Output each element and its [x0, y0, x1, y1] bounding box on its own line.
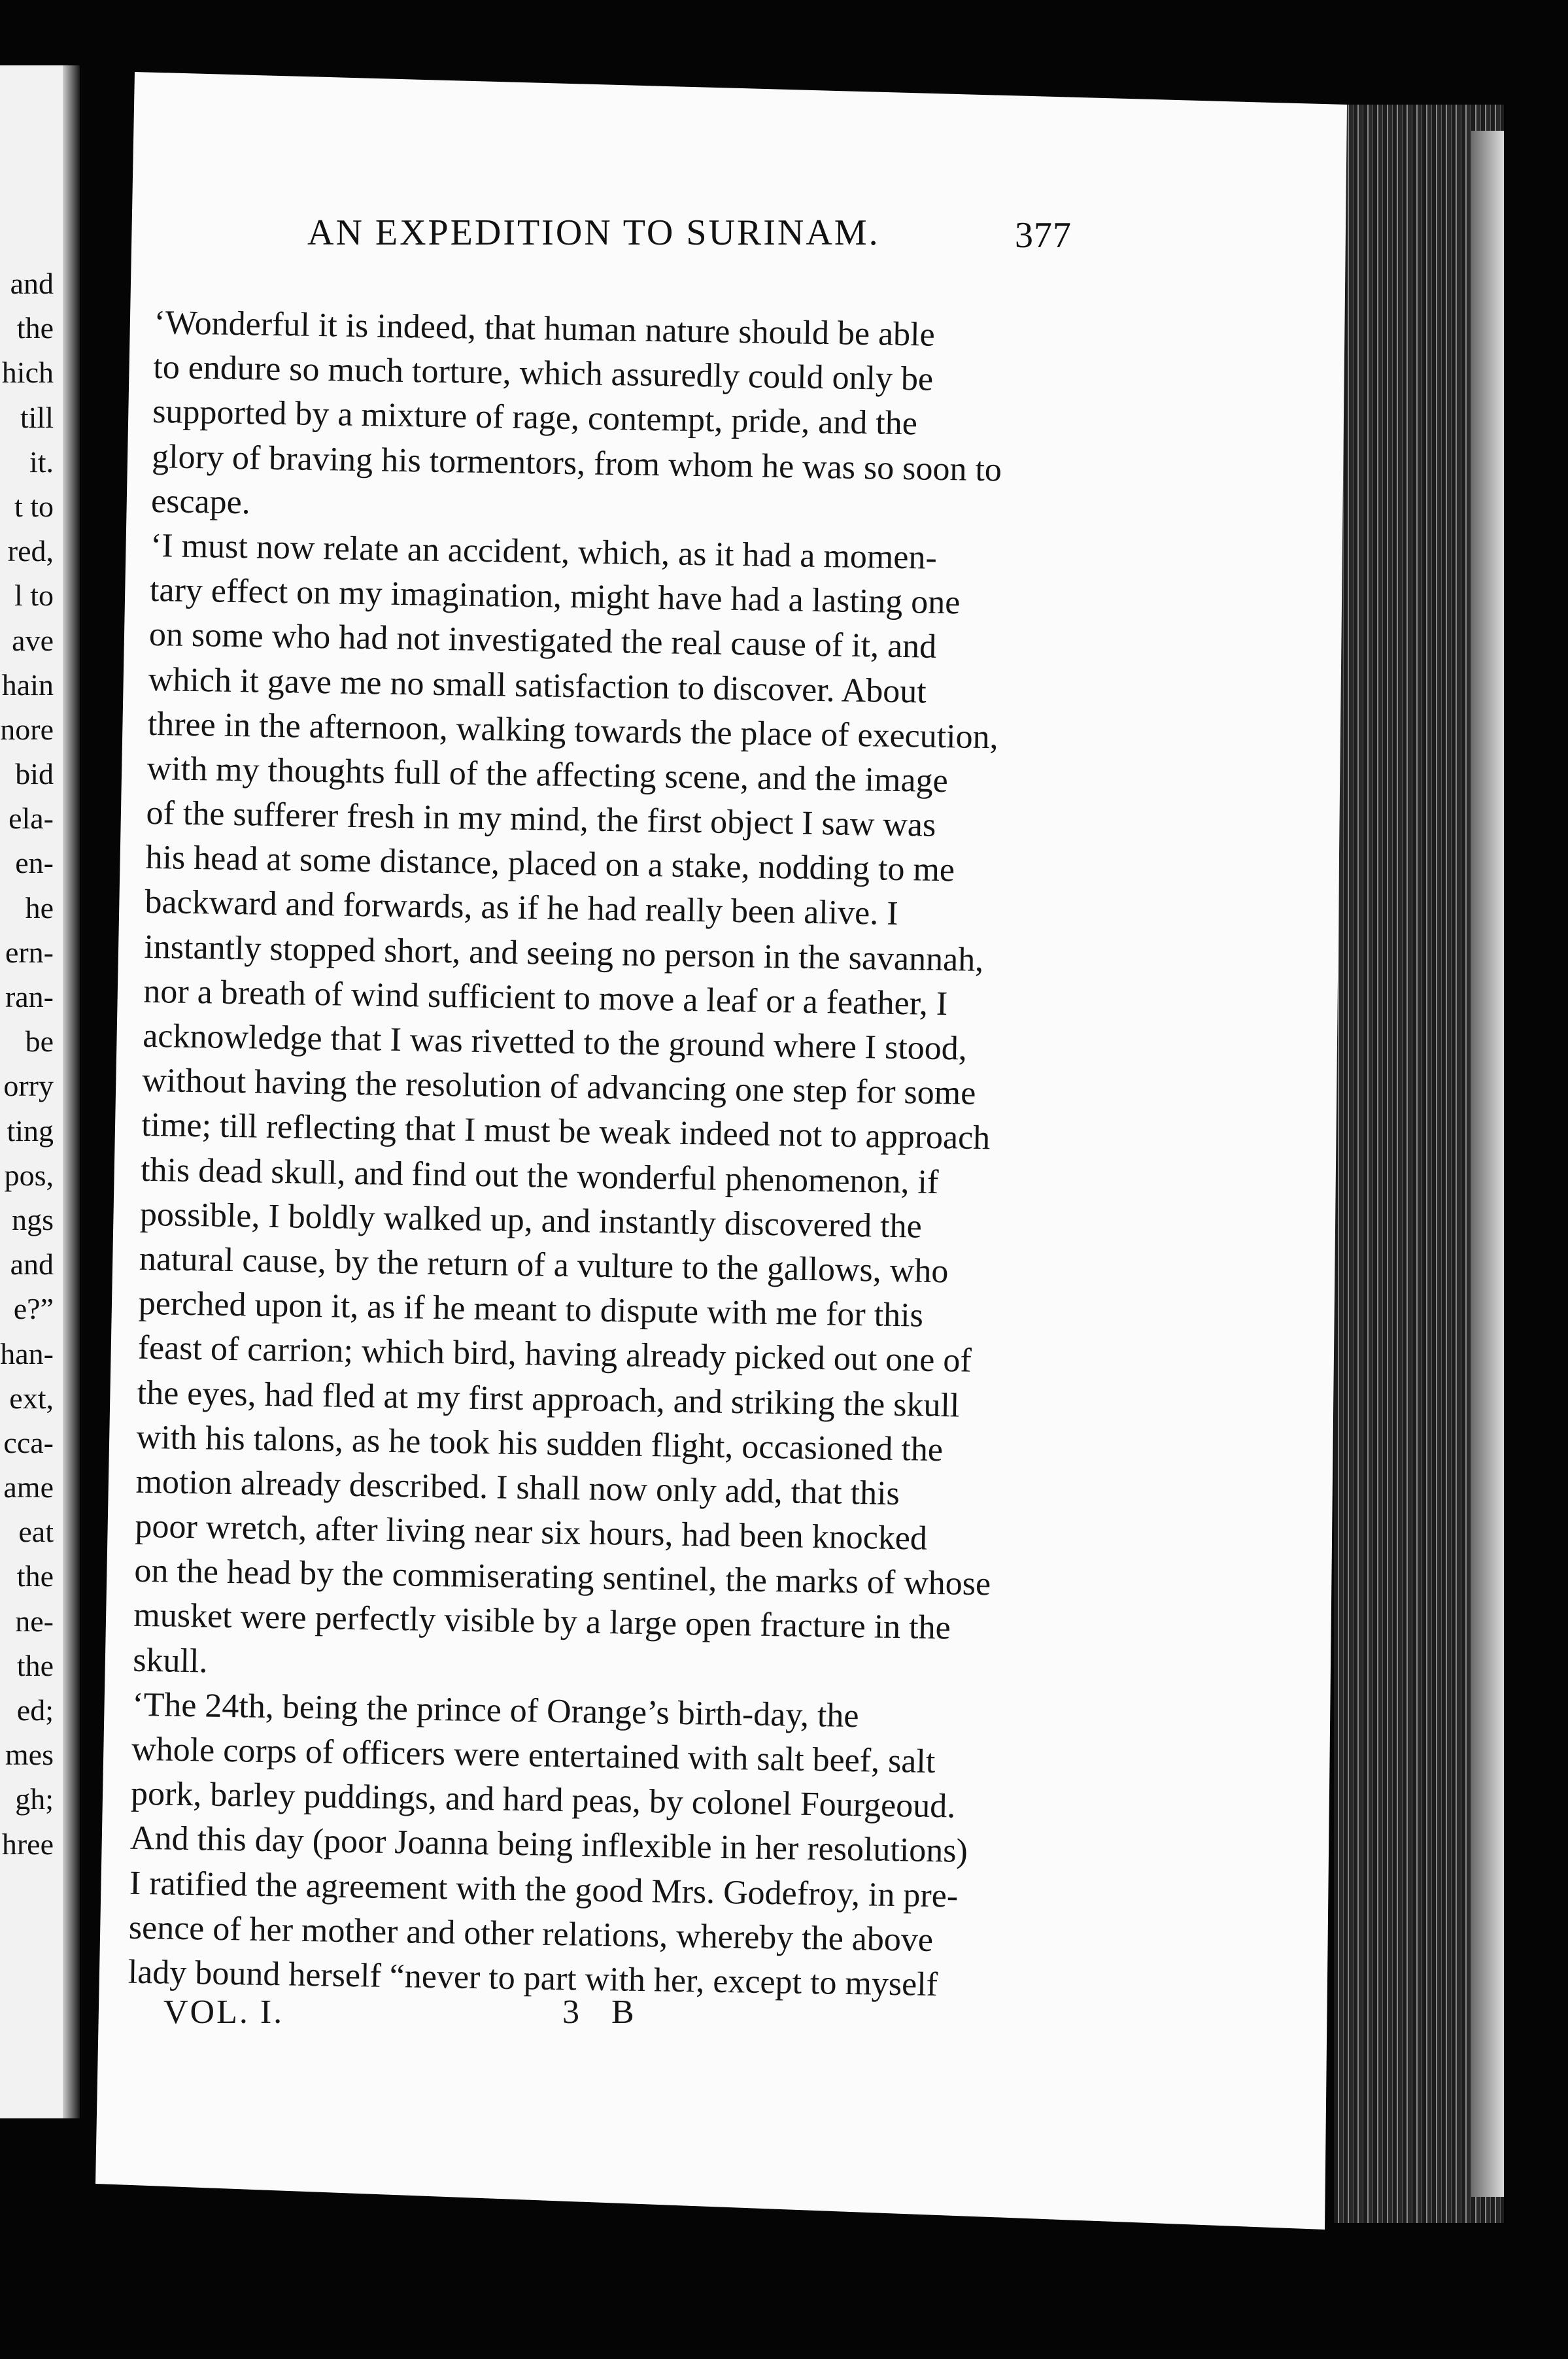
text-line: motion already described. I shall now only add, that this — [135, 1463, 900, 1512]
left-line: e?” — [13, 1292, 54, 1326]
left-line: till — [20, 400, 54, 434]
left-line: gh; — [15, 1782, 54, 1816]
text-line: nor a breath of wind sufficient to move a leaf or a feather, I — [143, 972, 948, 1023]
left-page-fragment — [0, 65, 80, 2118]
text-line: with his talons, as he took his sudden flight, occasioned the — [136, 1418, 944, 1468]
text-line: this dead skull, and find out the wonderful phenomenon, if — [140, 1151, 939, 1201]
left-line: the — [16, 1559, 54, 1593]
text-line: to endure so much torture, which assuredly could only be — [152, 348, 934, 398]
text-line: on some who had not investigated the real cause of it, and — [148, 616, 937, 666]
text-line: poor wretch, after living near six hours, had been knocked — [135, 1507, 928, 1557]
left-line: l to — [14, 579, 54, 613]
text-line: ‘I must now relate an accident, which, as it had a momen- — [150, 526, 938, 577]
left-line: ne- — [15, 1604, 54, 1638]
left-line: t to — [14, 489, 54, 523]
text-line: time; till reflecting that I must be weak indeed not to approach — [141, 1106, 991, 1157]
left-line: mes — [5, 1738, 54, 1772]
running-title: AN EXPEDITION TO SURINAM. — [307, 212, 880, 253]
left-line: it. — [29, 445, 54, 479]
text-line: supported by a mixture of rage, contempt, pride, and the — [152, 393, 918, 443]
left-line: orry — [3, 1069, 54, 1103]
left-line: han- — [0, 1336, 54, 1370]
page-edges — [1334, 105, 1504, 2223]
body-text — [128, 301, 1088, 2009]
left-line: the — [16, 1648, 54, 1682]
text-line: natural cause, by the return of a vulture to the gallows, who — [139, 1240, 949, 1291]
left-line: be — [25, 1025, 54, 1059]
page-number: 377 — [1015, 215, 1072, 256]
text-line: sence of her mother and other relations, whereby the above — [128, 1909, 934, 1959]
text-line: three in the afternoon, walking towards the place of execution, — [147, 705, 999, 756]
text-line: on the head by the commiserating sentinel, the marks of whose — [134, 1552, 991, 1603]
left-page-text — [0, 262, 54, 1867]
left-line: and — [10, 267, 54, 300]
volume-mark: VOL. I. — [163, 1994, 284, 2031]
text-line: perched upon it, as if he meant to dispute with me for this — [138, 1284, 924, 1334]
text-line: And this day (poor Joanna being inflexible in her resolutions) — [129, 1820, 968, 1871]
text-line: skull. — [132, 1641, 208, 1680]
text-line: whole corps of officers were entertained with salt beef, salt — [131, 1730, 936, 1781]
left-line: ting — [7, 1113, 54, 1147]
text-line: with my thoughts full of the affecting scene, and the image — [146, 749, 949, 800]
text-line: pork, barley puddings, and hard peas, by colonel Fourgeoud. — [130, 1774, 956, 1825]
text-line: the eyes, had fled at my first approach, and striking the skull — [137, 1374, 960, 1425]
text-line: instantly stopped short, and seeing no person in the savannah, — [144, 928, 984, 979]
left-line: ave — [12, 623, 54, 657]
left-line: hree — [1, 1827, 54, 1861]
left-line: ngs — [12, 1202, 54, 1236]
left-line: and — [10, 1247, 54, 1281]
text-line: ‘The 24th, being the prince of Orange’s birth-day, the — [131, 1686, 859, 1735]
left-line: pos, — [4, 1158, 54, 1192]
text-line: lady bound herself “never to part with her, except to myself — [128, 1953, 938, 2004]
left-line: he — [25, 891, 54, 925]
left-line: ela- — [9, 802, 54, 836]
text-line: possible, I boldly walked up, and instantly discovered the — [139, 1195, 923, 1246]
left-line: red, — [7, 534, 54, 568]
text-line: which it gave me no small satisfaction to discover. About — [148, 660, 927, 711]
left-line: eat — [18, 1515, 54, 1549]
text-line: ‘Wonderful it is indeed, that human nature should be able — [154, 303, 936, 354]
text-line: escape. — [150, 482, 251, 522]
left-line: nore — [0, 712, 54, 746]
left-line: the — [16, 311, 54, 345]
text-line: backward and forwards, as if he had really been alive. I — [145, 883, 899, 933]
left-line: en- — [15, 846, 54, 880]
left-line: hich — [1, 356, 54, 390]
left-line: ed; — [16, 1693, 54, 1727]
left-line: ext, — [9, 1381, 54, 1415]
left-line: ern- — [5, 935, 54, 969]
left-line: cca- — [3, 1425, 54, 1459]
text-line: tary effect on my imagination, might have had a lasting one — [149, 571, 961, 622]
left-line: ame — [3, 1470, 54, 1504]
running-header — [307, 212, 1105, 254]
text-line: glory of braving his tormentors, from whom he was so soon to — [151, 437, 1002, 488]
text-line: of the sufferer fresh in my mind, the first object I saw was — [146, 794, 936, 844]
text-line: I ratified the agreement with the good Mrs. Godefroy, in pre- — [129, 1864, 959, 1915]
left-line: bid — [15, 757, 54, 791]
text-line: acknowledge that I was rivetted to the ground where I stood, — [142, 1017, 968, 1068]
text-line: his head at some distance, placed on a stake, nodding to me — [145, 839, 955, 889]
left-line: ran- — [5, 980, 54, 1013]
text-line: feast of carrion; which bird, having already picked out one of — [137, 1329, 972, 1380]
text-line: musket were perfectly visible by a large open fracture in the — [133, 1597, 951, 1647]
text-line: without having the resolution of advancing one step for some — [141, 1062, 976, 1113]
left-line: hain — [1, 668, 54, 702]
signature-mark: 3 B — [562, 1994, 646, 2031]
book-gutter — [63, 65, 80, 2118]
